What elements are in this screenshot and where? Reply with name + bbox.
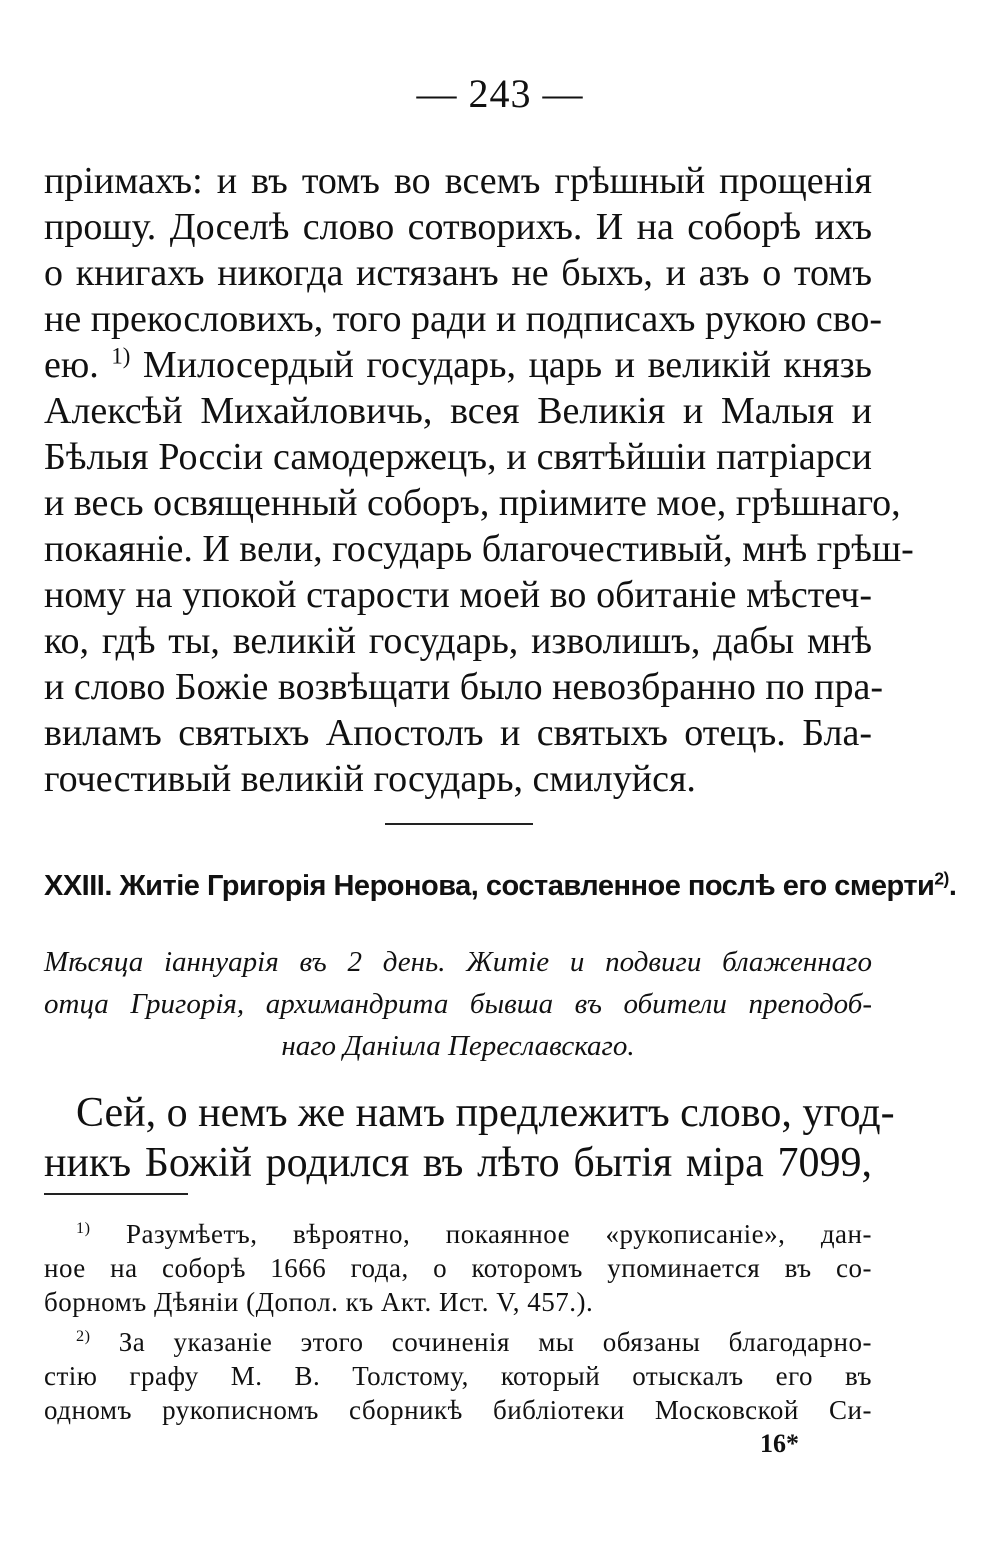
footnote-2-mark: 2) — [76, 1327, 91, 1345]
footnote-rule — [44, 1193, 188, 1195]
body-line: о книгахъ никогда истязанъ не быхъ, и азъ о томъ — [44, 252, 872, 294]
body-line: прошу. Доселѣ слово сотворихъ. И на соборѣ ихъ — [44, 206, 872, 248]
footnote-text: За указаніе этого сочиненія мы обязаны благодарно- — [118, 1327, 872, 1357]
body-line: покаяніе. И вели, государь благочестивый, мнѣ грѣш- — [44, 528, 914, 570]
body-text: Милосердый государь, царь и великій князь — [142, 344, 873, 386]
footnote-1-line — [44, 1217, 872, 1251]
footnote-ref-1: 1) — [111, 343, 131, 369]
body-line: виламъ святыхъ Апостолъ и святыхъ отецъ. Бла- — [44, 712, 872, 754]
page-number: — 243 — — [416, 71, 584, 116]
section-heading-end: . — [948, 870, 957, 902]
section-heading — [44, 868, 957, 904]
footnote-ref-2: 2) — [934, 868, 949, 889]
body-line: не прекословихъ, того ради и подписахъ рукою сво- — [44, 298, 883, 340]
epigraph-line: наго Даніила Переславскаго. — [281, 1030, 635, 1062]
footnote-2-line: стію графу М. В. Толстому, который отыскалъ его въ — [44, 1361, 872, 1391]
body-line: и слово Божіе возвѣщати было невозбранно по пра- — [44, 666, 884, 708]
footnote-2-line — [44, 1325, 872, 1359]
signature-mark: 16* — [760, 1429, 799, 1458]
section-heading-text: XXIII. Житіе Григорія Неронова, составленное послѣ его смерти — [44, 870, 935, 902]
footnote-1-line: ное на соборѣ 1666 года, о которомъ упоминается въ со- — [44, 1253, 872, 1283]
opening-line: Сей, о немъ же намъ предлежитъ слово, угод- — [76, 1090, 895, 1136]
opening-line: никъ Божій родился въ лѣто бытія міра 7099, — [44, 1140, 872, 1186]
body-line: и весь освященный соборъ, пріимите мое, грѣшнаго, — [44, 482, 901, 524]
footnote-2-line: одномъ рукописномъ сборникѣ библіотеки Московской Си- — [44, 1395, 872, 1425]
body-text: ею. — [44, 344, 99, 386]
epigraph-line: Мѣсяца іаннуарія въ 2 день. Житіе и подвиги блаженнаго — [44, 946, 872, 978]
section-divider — [385, 823, 533, 825]
footnote-1-line-last: борномъ Дѣяніи (Допол. къ Акт. Ист. V, 457.). — [44, 1287, 594, 1317]
body-line: Бѣлыя Россіи самодержецъ, и святѣйшіи патріарси — [44, 436, 872, 478]
body-line: ко, гдѣ ты, великій государь, изволишъ, дабы мнѣ — [44, 620, 872, 662]
body-line: ному на упокой старости моей во обитаніе мѣстеч- — [44, 574, 872, 616]
body-line — [44, 342, 872, 388]
footnote-text: Разумѣетъ, вѣроятно, покаянное «рукописаніе», дан- — [125, 1219, 872, 1249]
body-line: Алексѣй Михайловичь, всея Великія и Малыя и — [44, 390, 872, 432]
body-line: пріимахъ: и въ томъ во всемъ грѣшный прощенія — [44, 160, 872, 202]
body-line-last: гочестивый великій государь, смилуйся. — [44, 758, 696, 800]
footnote-1-mark: 1) — [76, 1219, 91, 1237]
epigraph-line: отца Григорія, архимандрита бывша въ обители преподоб- — [44, 988, 872, 1020]
